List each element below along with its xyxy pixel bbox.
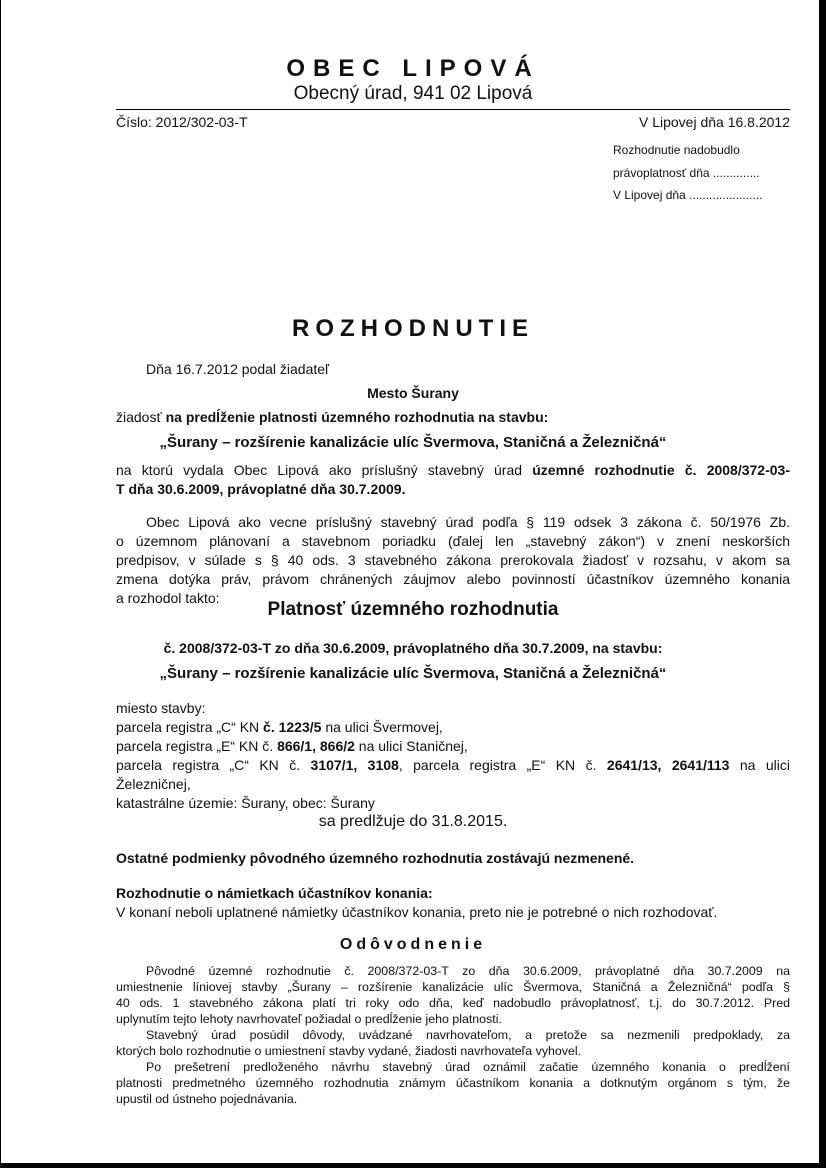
cadastre-line: katastrálne územie: Šurany, obec: Šurany bbox=[116, 795, 375, 811]
reasoning-line: platnosti predmetného územného rozhodnutia známym účastníkom konania a dotknutým orgánom s tým, že bbox=[116, 1076, 790, 1090]
project-name: „Šurany – rozšírenie kanalizácie ulíc Švermova, Staničná a Železničná“ bbox=[159, 434, 667, 451]
reasoning-line: ktorých bolo rozhodnutie o umiestnení stavby vydané, žiadosti navrhovateľa vyhovel. bbox=[116, 1044, 582, 1058]
objections-heading: Rozhodnutie o námietkach účastníkov konania: bbox=[116, 885, 433, 901]
parcel-line bbox=[116, 718, 443, 737]
body-line: a rozhodol takto: bbox=[116, 590, 220, 606]
parcel-line bbox=[116, 756, 790, 775]
objections-text: V konaní neboli uplatnené námietky účastníkov konania, preto nie je potrebné o nich rozhodovať. bbox=[116, 904, 718, 920]
parcel-number: 866/1, 866/2 bbox=[277, 738, 355, 754]
reasoning-line: Stavebný úrad posúdil dôvody, uvádzané navrhovateľom, a pretože sa nezmenili predpoklady, za bbox=[146, 1028, 790, 1042]
parcel-number: 3107/1, 3108 bbox=[310, 757, 399, 773]
parcel-text: na ulici Švermovej, bbox=[321, 719, 443, 735]
document-title: ROZHODNUTIE bbox=[292, 315, 534, 342]
site-label: miesto stavby: bbox=[116, 700, 206, 716]
parcel-text: parcela registra „C“ KN bbox=[116, 719, 264, 735]
reasoning-line: uplynutím tejto lehoty navrhovateľ požiadal o predĺženie jeho platnosti. bbox=[116, 1012, 502, 1026]
intro-line: Dňa 16.7.2012 podal žiadateľ bbox=[146, 361, 330, 377]
scan-border-bottom bbox=[0, 1163, 826, 1168]
request-bold: na predĺženie platnosti územného rozhodnutia na stavbu: bbox=[165, 409, 549, 425]
scan-border-right bbox=[819, 0, 826, 1168]
reasoning-heading: Odôvodnenie bbox=[339, 936, 487, 953]
issued-bold: územné rozhodnutie č. 2008/372-03- bbox=[532, 462, 790, 478]
validity-line: Rozhodnutie nadobudlo bbox=[613, 143, 740, 157]
validity-line: právoplatnosť dňa .............. bbox=[613, 166, 760, 180]
body-line: zmena dotýka práv, právom chránených záujmov alebo povinností účastníkov územného konania bbox=[116, 571, 790, 587]
request-prefix: žiadosť bbox=[116, 409, 166, 425]
header-divider bbox=[116, 109, 790, 110]
issued-line-2: T dňa 30.6.2009, právoplatné dňa 30.7.2009. bbox=[116, 481, 406, 497]
parcel-number: 2641/13, 2641/113 bbox=[606, 757, 730, 773]
reasoning-line: Pôvodné územné rozhodnutie č. 2008/372-03-T zo dňa 30.6.2009, právoplatné dňa 30.7.2009 na bbox=[146, 964, 790, 978]
parcel-number: č. 1223/5 bbox=[263, 719, 322, 735]
parcel-text: parcela registra „E“ KN č. bbox=[116, 738, 278, 754]
decision-reference: č. 2008/372-03-T zo dňa 30.6.2009, právoplatného dňa 30.7.2009, na stavbu: bbox=[163, 640, 663, 656]
other-conditions: Ostatné podmienky pôvodného územného rozhodnutia zostávajú nezmenené. bbox=[116, 850, 635, 866]
scan-border-left bbox=[0, 0, 1, 1168]
body-line: Obec Lipová ako vecne príslušný stavebný úrad podľa § 119 odsek 3 zákona č. 50/1976 Zb. bbox=[146, 514, 790, 530]
parcel-text: na ulici Staničnej, bbox=[354, 738, 468, 754]
body-line: predpisov, v súlade s § 40 ods. 3 stavebného zákona prerokovala žiadosť v rozsahu, v akom sa bbox=[116, 552, 790, 568]
reference-number: Číslo: 2012/302-03-T bbox=[116, 114, 248, 130]
decision-heading: Platnosť územného rozhodnutia bbox=[267, 599, 559, 620]
parcel-line-cont: Železničnej, bbox=[116, 776, 191, 792]
issued-line bbox=[116, 461, 790, 480]
parcel-text: , parcela registra „E“ KN č. bbox=[398, 757, 607, 773]
org-name: OBEC LIPOVÁ bbox=[286, 55, 540, 82]
office-address: Obecný úrad, 941 02 Lipová bbox=[293, 83, 533, 104]
decision-project-name: „Šurany – rozšírenie kanalizácie ulíc Švermova, Staničná a Železničná“ bbox=[159, 665, 667, 682]
reasoning-line: umiestnenie líniovej stavby „Šurany – rozšírenie kanalizácie ulíc Švermova, Staničná a Železničná“ podľa § bbox=[116, 980, 790, 994]
parcel-text: parcela registra „C“ KN č. bbox=[116, 757, 311, 773]
parcel-text: na ulici bbox=[729, 757, 791, 773]
applicant-name: Mesto Šurany bbox=[367, 385, 459, 401]
reasoning-line: Po prešetrení predloženého návrhu stavebný úrad oznámil začatie územného konania o predĺžení bbox=[146, 1060, 790, 1074]
body-line: o územnom plánovaní a stavebnom poriadku (ďalej len „stavebný zákon“) v znení neskorších bbox=[116, 533, 790, 549]
issued-normal: na ktorú vydala Obec Lipová ako príslušný stavebný úrad bbox=[116, 462, 533, 478]
extension-statement: sa predlžuje do 31.8.2015. bbox=[318, 813, 508, 830]
parcel-line bbox=[116, 737, 468, 756]
place-date: V Lipovej dňa 16.8.2012 bbox=[638, 114, 790, 130]
validity-line: V Lipovej dňa ...................... bbox=[613, 188, 763, 202]
reasoning-line: 40 ods. 1 stavebného zákona platí tri roky odo dňa, keď nadobudlo právoplatnosť, t.j. do 30.7.2012. Pred bbox=[116, 996, 790, 1010]
reasoning-line: upustil od ústneho pojednávania. bbox=[116, 1092, 298, 1106]
request-line bbox=[116, 408, 548, 427]
